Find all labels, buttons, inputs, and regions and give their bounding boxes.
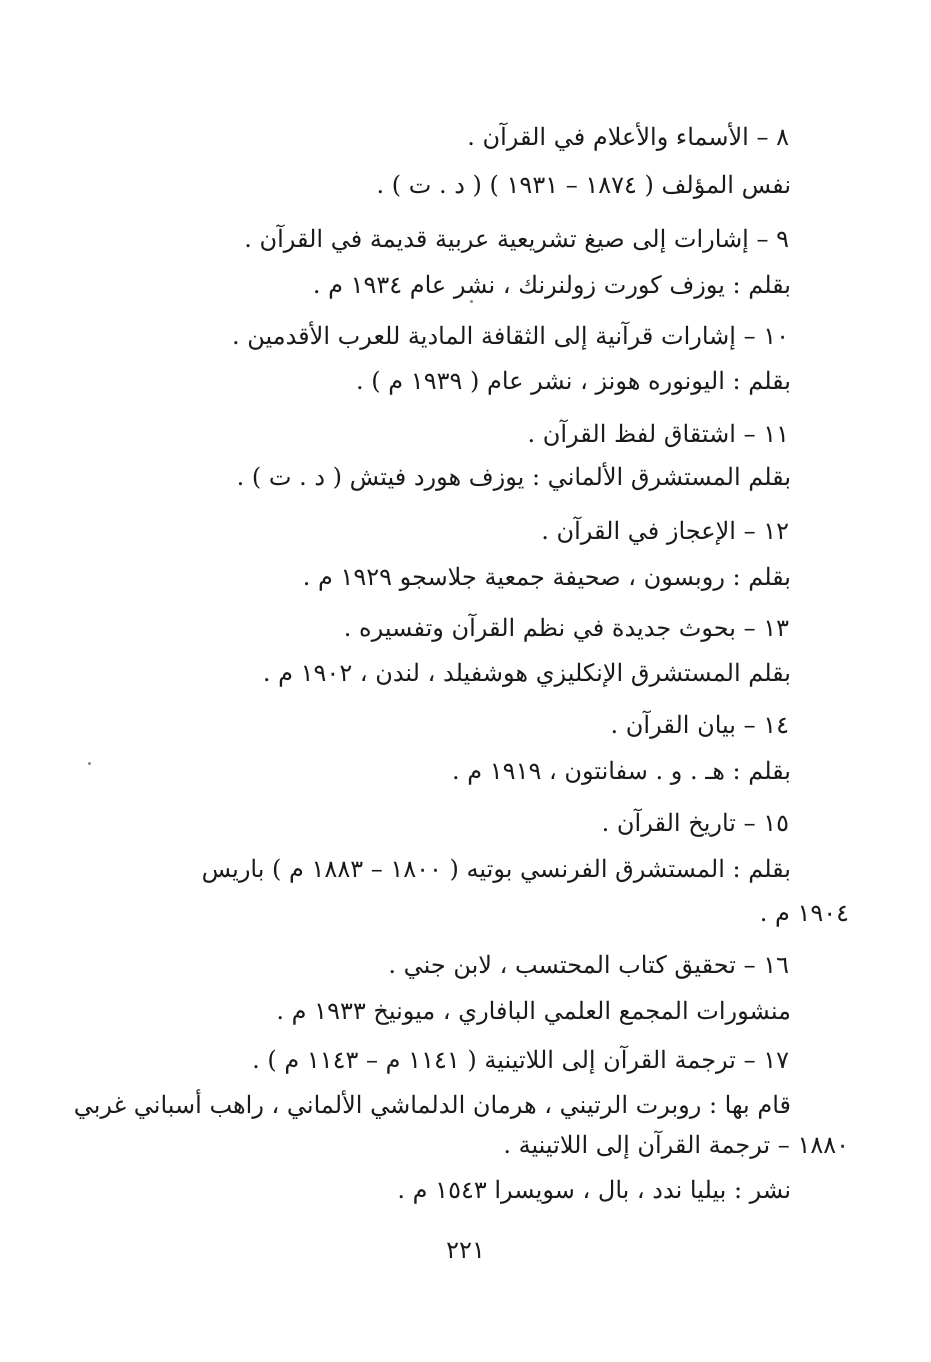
entry-8-author: نفس المؤلف ( ١٨٧٤ – ١٩٣١ ) ( د . ت ) . — [376, 171, 791, 199]
entry-17-translators: قام بها : روبرت الرتيني ، هرمان الدلماشي الألماني ، راهب أسباني غربي — [73, 1091, 791, 1119]
entry-11-author: بقلم المستشرق الألماني : يوزف هورد فيتش ( د . ت ) . — [236, 463, 791, 491]
entry-10-title: ١٠ – إشارات قرآنية إلى الثقافة المادية للعرب الأقدمين . — [231, 322, 789, 350]
entry-17-translation-note: ١٨٨٠ – ترجمة القرآن إلى اللاتينية . — [503, 1131, 849, 1159]
entry-11-title: ١١ – اشتقاق لفظ القرآن . — [527, 420, 789, 448]
entry-9-title: ٩ – إشارات إلى صيغ تشريعية عربية قديمة في القرآن . — [244, 225, 789, 253]
entry-17-title: ١٧ – ترجمة القرآن إلى اللاتينية ( ١١٤١ م – ١١٤٣ م ) . — [252, 1046, 789, 1074]
scan-speck — [470, 300, 473, 303]
entry-15-author-continued: ١٩٠٤ م . — [759, 899, 849, 927]
entry-15-title: ١٥ – تاريخ القرآن . — [601, 809, 789, 837]
entry-17-publication: نشر : بيليا ندد ، بال ، سويسرا ١٥٤٣ م . — [397, 1176, 791, 1204]
entry-9-author: بقلم : يوزف كورت زولنرنك ، نشر عام ١٩٣٤ م . — [312, 271, 791, 299]
scan-speck — [88, 762, 91, 765]
entry-14-author: بقلم : هـ . و . سفانتون ، ١٩١٩ م . — [452, 757, 791, 785]
entry-16-publisher: منشورات المجمع العلمي البافاري ، ميونيخ ١٩٣٣ م . — [276, 997, 791, 1025]
page-number: ٢٢١ — [446, 1236, 485, 1264]
entry-13-title: ١٣ – بحوث جديدة في نظم القرآن وتفسيره . — [343, 614, 789, 642]
entry-12-title: ١٢ – الإعجاز في القرآن . — [541, 517, 789, 545]
entry-16-title: ١٦ – تحقيق كتاب المحتسب ، لابن جني . — [388, 951, 789, 979]
entry-15-author: بقلم : المستشرق الفرنسي بوتيه ( ١٨٠٠ – ١٨٨٣ م ) باريس — [201, 855, 791, 883]
entry-13-author: بقلم المستشرق الإنكليزي هوشفيلد ، لندن ، ١٩٠٢ م . — [262, 659, 791, 687]
entry-12-author: بقلم : روبسون ، صحيفة جمعية جلاسجو ١٩٢٩ م . — [302, 563, 791, 591]
entry-8-title: ٨ – الأسماء والأعلام في القرآن . — [467, 123, 789, 151]
entry-10-author: بقلم : اليونوره هونز ، نشر عام ( ١٩٣٩ م ) . — [356, 367, 791, 395]
entry-14-title: ١٤ – بيان القرآن . — [610, 711, 789, 739]
